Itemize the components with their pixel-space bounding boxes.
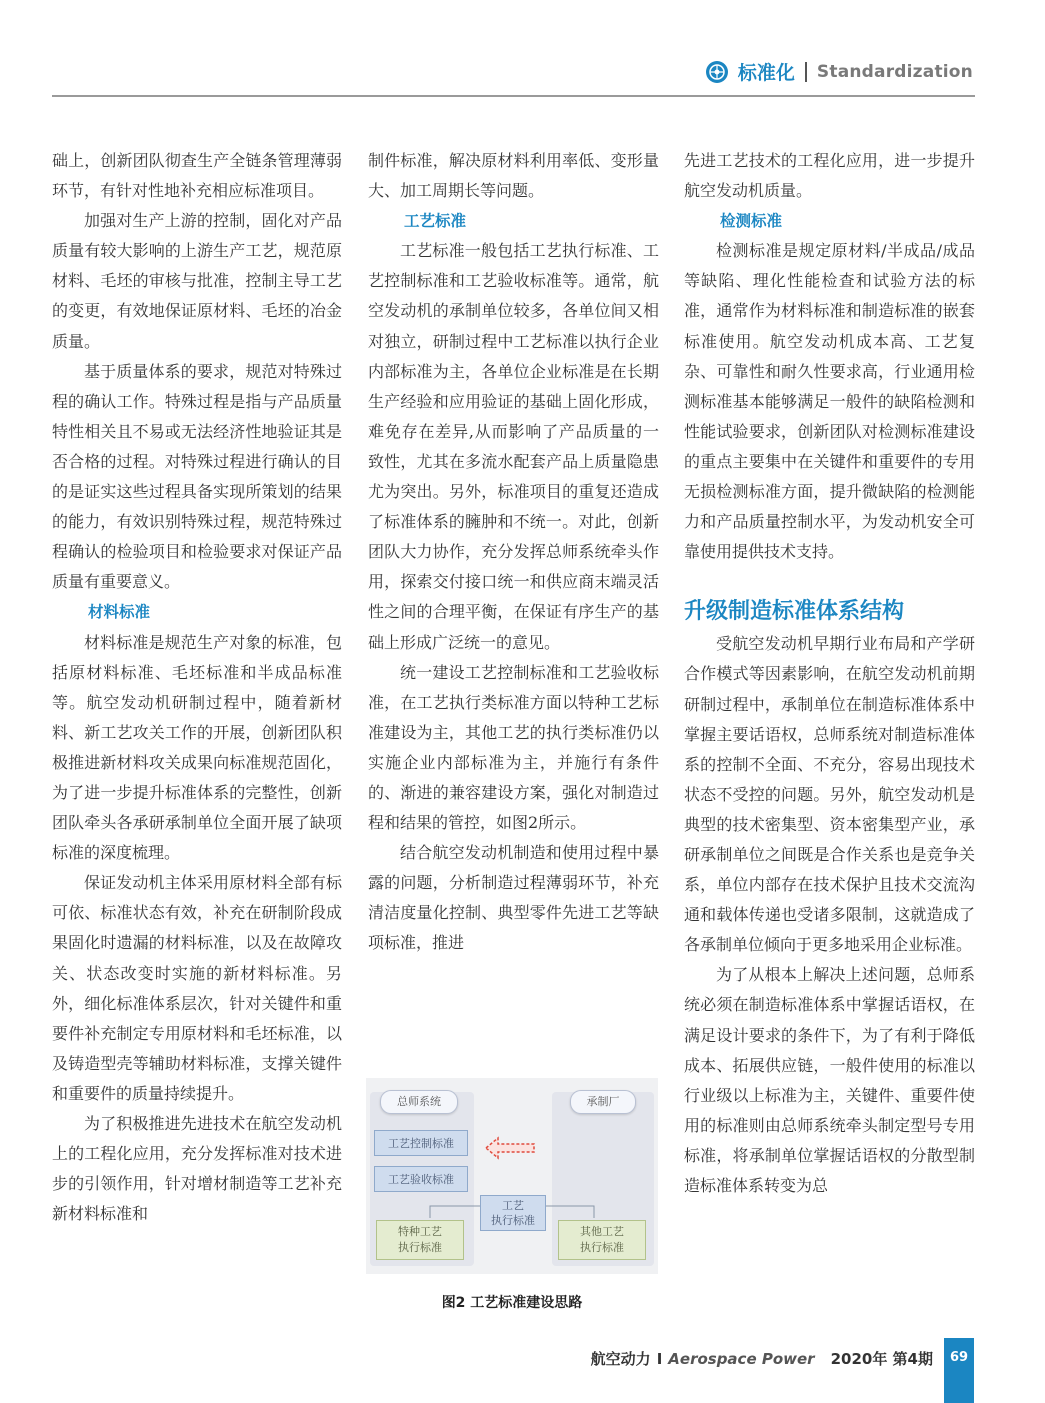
header-divider (805, 62, 807, 82)
page-number: 69 (944, 1338, 974, 1403)
box-process-exec-line1: 工艺 (502, 1199, 524, 1212)
text-column-2 (368, 146, 659, 959)
paragraph: 加强对生产上游的控制，固化对产品质量有较大影响的上游生产工艺，规范原材料、毛坯的审核与批准，控制主导工艺的变更，有效地保证原材料、毛坯的冶金质量。 (52, 211, 342, 351)
section-title-cn: 标准化 (737, 62, 795, 84)
subheading-material: 材料标准 (88, 603, 151, 622)
section-title-en: Standardization (816, 61, 973, 82)
text-column-1 (52, 146, 342, 1229)
paragraph: 基于质量体系的要求，规范对特殊过程的确认工作。特殊过程是指与产品质量特性相关且不易或无法经济性地验证其是否合格的过程。对特殊过程进行确认的目的是证实这些过程具备实现所策划的结果的能力，有效识别特殊过程，规范特殊过程确认的检验项目和检验要求对保证产品质量有重要意义。 (52, 361, 342, 592)
paragraph: 制件标准，解决原材料利用率低、变形量大、加工周期长等问题。 (368, 151, 659, 201)
paragraph: 检测标准是规定原材料/半成品/成品等缺陷、理化性能检查和试验方法的标准，通常作为材料标准和制造标准的嵌套标准使用。航空发动机成本高、工艺复杂、可靠性和耐久性要求高，行业通用检测标准基本能够满足一般件的缺陷检测和性能试验要求，创新团队对检测标准建设的重点主要集中在关键件和重要件的专用无损检测标准方面，提升微缺陷的检测能力和产品质量控制水平，为发动机安全可靠使用提供技术支持。 (684, 241, 975, 562)
box-other-process (558, 1220, 646, 1260)
section-heading: 升级制造标准体系结构 (684, 599, 905, 625)
box-process-exec (480, 1195, 546, 1231)
subheading-process: 工艺标准 (404, 212, 467, 231)
box-special-line2: 执行标准 (398, 1241, 442, 1254)
paragraph: 为了从根本上解决上述问题，总师系统必须在制造标准体系中掌握话语权，在满足设计要求的条件下，为了有利于降低成本、拓展供应链，一般件使用的标准以行业级以上标准为主，关键件、重要件使用的标准则由总师系统牵头制定型号专用标准，将承制单位掌握话语权的分散型制造标准体系转变为总 (684, 965, 975, 1195)
subheading-test: 检测标准 (720, 212, 783, 231)
running-footer (591, 1348, 933, 1369)
paragraph: 保证发动机主体采用原材料全部有标可依、标准状态有效，补充在研制阶段成果固化时遗漏的材料标准，以及在故障攻关、状态改变时实施的新材料标准。另外，细化标准体系层次，针对关键件和重要件补充制定专用原材料和毛坯标准，以及铸造型壳等辅助材料标准，支撑关键件和重要件的质量持续提升。 (52, 873, 342, 1103)
box-special-process (376, 1220, 464, 1260)
label-factory: 承制厂 (570, 1090, 636, 1114)
paragraph: 统一建设工艺控制标准和工艺验收标准，在工艺执行类标准方面以特种工艺标准建设为主，其他工艺的执行类标准仍以实施企业内部标准为主，并施行有条件的、渐进的兼容建设方案，强化对制造过程和结果的管控，如图2所示。 (368, 662, 659, 833)
header-rule (52, 95, 975, 97)
box-special-line1: 特种工艺 (398, 1225, 442, 1238)
issue-label: 2020年 第4期 (830, 1350, 933, 1368)
paragraph: 工艺标准一般包括工艺执行标准、工艺控制标准和工艺验收标准等。通常，航空发动机的承制单位较多，各单位间又相对独立，研制过程中工艺标准以执行企业内部标准为主，各单位企业标准是在长期生产经验和应用验证的基础上固化形成，难免存在差异,从而影响了产品质量的一致性，尤其在多流水配套产品上质量隐患尤为突出。另外，标准项目的重复还造成了标准体系的臃肿和不统一。对此，创新团队大力协作，充分发挥总师系统牵头作用，探索交付接口统一和供应商末端灵活性之间的合理平衡，在保证有序生产的基础上形成广泛统一的意见。 (368, 241, 659, 652)
paragraph: 先进工艺技术的工程化应用，进一步提升航空发动机质量。 (684, 151, 975, 201)
box-process-accept: 工艺验收标准 (374, 1166, 468, 1192)
paragraph: 为了积极推进先进技术在航空发动机上的工程化应用，充分发挥标准对技术进步的引领作用，针对增材制造等工艺补充新材料标准和 (52, 1114, 342, 1224)
label-chief-system: 总师系统 (380, 1090, 458, 1114)
box-process-control: 工艺控制标准 (374, 1130, 468, 1156)
figure-2 (366, 1078, 658, 1274)
running-header (704, 58, 973, 85)
paragraph: 结合航空发动机制造和使用过程中暴露的问题，分析制造过程薄弱环节，补充清洁度量化控制、典型零件先进工艺等缺项标准，推进 (368, 843, 659, 953)
text-column-3 (684, 146, 975, 1201)
footer-divider: I (656, 1350, 663, 1368)
journal-name-cn: 航空动力 (590, 1350, 651, 1368)
box-process-exec-line2: 执行标准 (491, 1214, 535, 1227)
box-other-line2: 执行标准 (580, 1241, 624, 1254)
paragraph: 础上，创新团队彻查生产全链条管理薄弱环节，有针对性地补充相应标准项目。 (52, 151, 342, 201)
paragraph: 受航空发动机早期行业布局和产学研合作模式等因素影响，在航空发动机前期研制过程中，承制单位在制造标准体系中掌握主要话语权，总师系统对制造标准体系的控制不全面、不充分，容易出现技术状态不受控的问题。另外，航空发动机是典型的技术密集型、资本密集型产业，承研承制单位之间既是合作关系也是竞争关系，单位内部存在技术保护且技术交流沟通和载体传递也受诸多限制，这就造成了各承制单位倾向于更多地采用企业标准。 (684, 634, 975, 955)
figure-caption: 图2 工艺标准建设思路 (441, 1295, 583, 1311)
box-other-line1: 其他工艺 (580, 1225, 624, 1238)
globe-gear-icon (704, 59, 730, 85)
paragraph: 材料标准是规范生产对象的标准，包括原材料标准、毛坯标准和半成品标准等。航空发动机研制过程中，随着新材料、新工艺攻关工作的开展，创新团队积极推进新材料攻关成果向标准规范固化，为了进一步提升标准体系的完整性，创新团队牵头各承研承制单位全面开展了缺项标准的深度梳理。 (52, 632, 342, 863)
journal-name-en: Aerospace Power (668, 1350, 815, 1368)
